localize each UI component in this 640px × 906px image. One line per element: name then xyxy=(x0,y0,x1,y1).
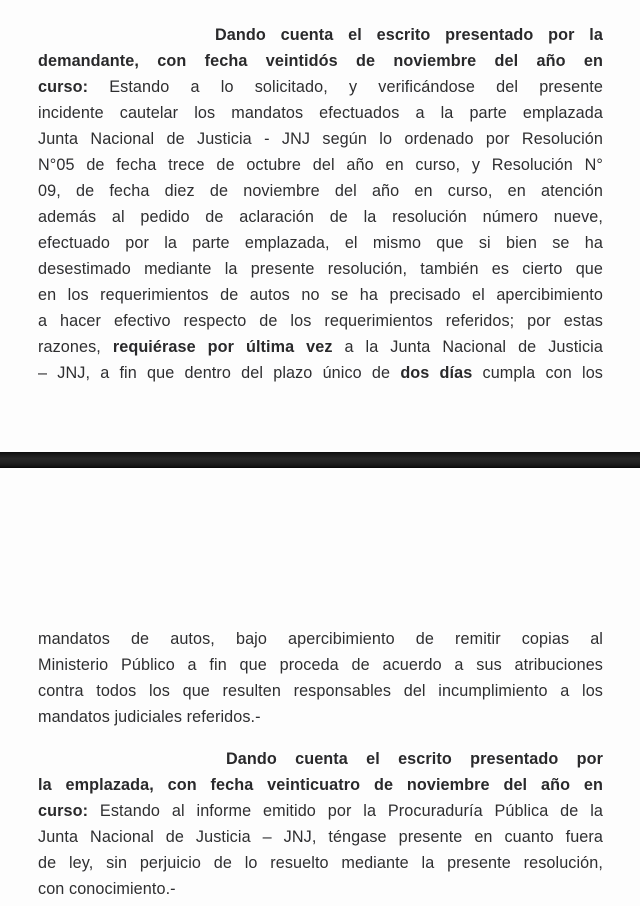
body-text: 09, de fecha diez de noviembre del año en curso, en atención xyxy=(38,182,603,200)
body-text: además al pedido de aclaración de la resolución número nueve, xyxy=(38,208,603,226)
text-line xyxy=(38,850,603,876)
bold-text: Dando cuenta el escrito presentado por xyxy=(226,750,603,768)
bold-text: curso: xyxy=(38,802,100,820)
text-line xyxy=(38,626,603,652)
text-line xyxy=(38,652,603,678)
body-text: Estando a lo solicitado, y verificándose del presente xyxy=(109,78,603,96)
body-text: – JNJ, a fin que dentro del plazo único de xyxy=(38,364,401,382)
bold-text: Dando cuenta el escrito presentado por la xyxy=(215,26,603,44)
body-text: razones, xyxy=(38,338,113,356)
text-line xyxy=(38,746,603,772)
body-text: Ministerio Público a fin que proceda de acuerdo a sus atribuciones xyxy=(38,656,603,674)
body-text: Junta Nacional de Justicia – JNJ, téngase presente en cuanto fuera xyxy=(38,828,603,846)
paragraph-3 xyxy=(38,746,603,902)
body-text: incidente cautelar los mandatos efectuados a la parte emplazada xyxy=(38,104,603,122)
body-text: Estando al informe emitido por la Procuraduría Pública de la xyxy=(99,802,603,820)
text-line xyxy=(38,48,603,74)
body-text: efectuado por la parte emplazada, el mismo que si bien se ha xyxy=(38,234,603,252)
body-text: a la Junta Nacional de Justicia xyxy=(332,338,603,356)
text-line xyxy=(38,100,603,126)
bold-text: requiérase por última vez xyxy=(112,338,333,356)
text-line xyxy=(38,22,603,48)
bold-text: dos días xyxy=(400,364,473,382)
paragraph-1 xyxy=(38,22,603,386)
body-text: desestimado mediante la presente resolución, también es cierto que xyxy=(38,260,603,278)
text-line xyxy=(38,308,603,334)
paragraph-2 xyxy=(38,626,603,730)
body-text: de ley, sin perjuicio de lo resuelto mediante la presente resolución, xyxy=(38,854,603,872)
text-line xyxy=(38,678,603,704)
text-line xyxy=(38,334,603,360)
text-line xyxy=(38,282,603,308)
text-line xyxy=(38,772,603,798)
body-text: mandatos de autos, bajo apercibimiento de remitir copias al xyxy=(38,630,603,648)
text-line xyxy=(38,256,603,282)
body-text: contra todos los que resulten responsables del incumplimiento a los xyxy=(38,682,603,700)
text-line xyxy=(38,204,603,230)
text-line xyxy=(38,798,603,824)
body-text: Junta Nacional de Justicia - JNJ según lo ordenado por Resolución xyxy=(38,130,603,148)
bold-text: demandante, con fecha veintidós de noviembre del año en xyxy=(38,52,603,70)
text-line xyxy=(38,876,603,902)
body-text: mandatos judiciales referidos.- xyxy=(38,708,261,726)
body-text: cumpla con los xyxy=(472,364,603,382)
page-separator xyxy=(0,452,640,468)
text-line xyxy=(38,230,603,256)
text-line xyxy=(38,152,603,178)
bold-text: la emplazada, con fecha veinticuatro de noviembre del año en xyxy=(38,776,603,794)
text-line xyxy=(38,704,603,730)
text-line xyxy=(38,824,603,850)
body-text: en los requerimientos de autos no se ha precisado el apercibimiento xyxy=(38,286,603,304)
text-line xyxy=(38,74,603,100)
text-line xyxy=(38,126,603,152)
bold-text: curso: xyxy=(38,78,110,96)
text-line xyxy=(38,360,603,386)
body-text: N°05 de fecha trece de octubre del año en curso, y Resolución N° xyxy=(38,156,603,174)
body-text: con conocimiento.- xyxy=(38,880,176,898)
text-line xyxy=(38,178,603,204)
body-text: a hacer efectivo respecto de los requerimientos referidos; por estas xyxy=(38,312,603,330)
